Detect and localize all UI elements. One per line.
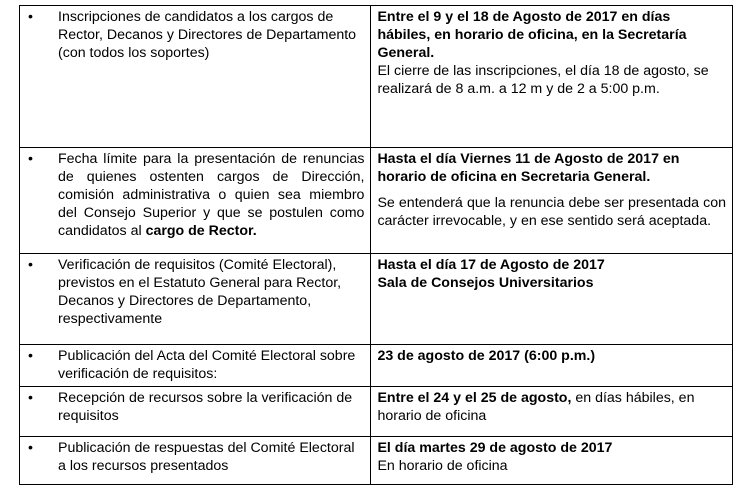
activity-cell bbox=[20, 148, 371, 254]
activity-text: Publicación del Acta del Comité Electoral sobre verificación de requisitos: bbox=[58, 348, 356, 382]
date-text-bold: Entre el 24 y el 25 de agosto, bbox=[377, 390, 572, 406]
date-cell bbox=[371, 437, 733, 485]
bullet-icon: • bbox=[28, 348, 33, 364]
date-cell bbox=[371, 345, 733, 387]
activity-cell bbox=[20, 387, 371, 437]
table-row bbox=[20, 6, 733, 148]
activity-text: Verificación de requisitos (Comité Electoral), previstos en el Estatuto General para Rector, Decanos y Directores de Departamento, respectivamente bbox=[58, 257, 342, 327]
activity-text-main: Fecha límite para la presentación de renuncias de quienes ostenten cargos de Dirección, comisión administrativa o quien sea miembro del Consejo Superior y que se postulen como candidatos al bbox=[58, 151, 365, 239]
date-place: Sala de Consejos Universitarios bbox=[377, 275, 594, 291]
bullet-icon: • bbox=[28, 440, 33, 456]
activity-text bbox=[58, 150, 364, 240]
table-row bbox=[20, 254, 733, 345]
activity-cell bbox=[20, 254, 371, 345]
date-note: En horario de oficina bbox=[377, 458, 508, 474]
table-row bbox=[20, 345, 733, 387]
activity-text-bold: cargo de Rector. bbox=[145, 223, 257, 239]
date-cell bbox=[371, 387, 733, 437]
date-cell bbox=[371, 254, 733, 345]
date-note: El cierre de las inscripciones, el día 18 de agosto, se realizará de 8 a.m. a 12 m y de 2 a 5:00 p.m. bbox=[377, 63, 709, 97]
bullet-icon: • bbox=[28, 257, 33, 273]
activity-cell bbox=[20, 345, 371, 387]
date-text: Hasta el día Viernes 11 de Agosto de 2017 en horario de oficina en Secretaria General. bbox=[377, 151, 680, 185]
table-row bbox=[20, 148, 733, 254]
table-row bbox=[20, 437, 733, 485]
date-text: Hasta el día 17 de Agosto de 2017 bbox=[377, 257, 605, 273]
bullet-icon: • bbox=[28, 390, 33, 406]
date-cell bbox=[371, 148, 733, 254]
date-text bbox=[377, 389, 726, 425]
activity-cell bbox=[20, 437, 371, 485]
table-row bbox=[20, 387, 733, 437]
date-text: 23 de agosto de 2017 (6:00 p.m.) bbox=[377, 348, 596, 364]
date-cell bbox=[371, 6, 733, 148]
date-text: El día martes 29 de agosto de 2017 bbox=[377, 440, 613, 456]
date-text-rest: en días hábiles, en horario de oficina bbox=[377, 390, 695, 424]
bullet-icon: • bbox=[28, 151, 33, 167]
activity-text: Inscripciones de candidatos a los cargos de Rector, Decanos y Directores de Departamento (con todos los soportes) bbox=[58, 9, 357, 61]
activity-text: Publicación de respuestas del Comité Electoral a los recursos presentados bbox=[58, 440, 355, 474]
date-note: Se entenderá que la renuncia debe ser presentada con carácter irrevocable, y en ese sentido será aceptada. bbox=[377, 195, 726, 229]
activity-text: Recepción de recursos sobre la verificación de requisitos bbox=[58, 390, 353, 424]
date-text: Entre el 9 y el 18 de Agosto de 2017 en días hábiles, en horario de oficina, en la Secretaría General. bbox=[377, 9, 687, 61]
election-schedule-table bbox=[19, 5, 733, 485]
bullet-icon: • bbox=[28, 9, 33, 25]
activity-cell bbox=[20, 6, 371, 148]
